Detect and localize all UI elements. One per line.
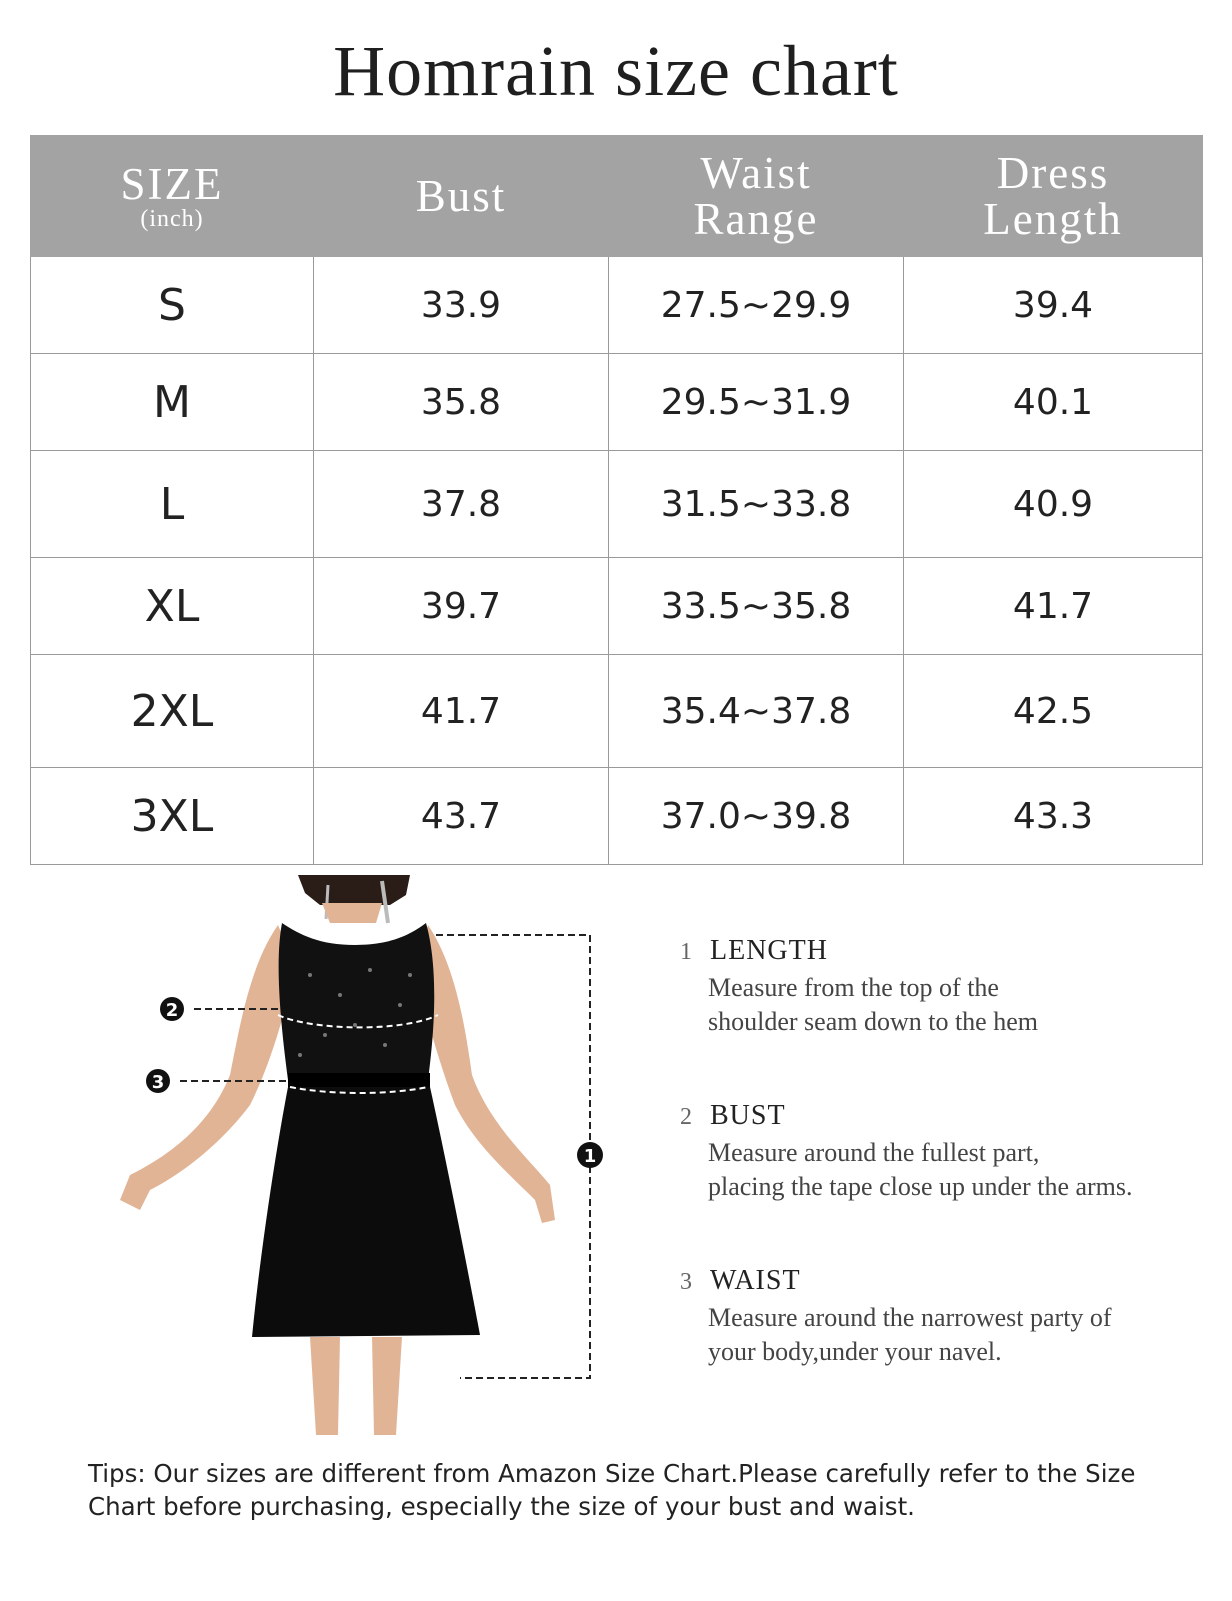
- bust-cell: 43.7: [314, 768, 609, 865]
- measure-heading: BUST: [710, 1100, 786, 1131]
- tips-note: Tips: Our sizes are different from Amazon Size Chart.Please carefully refer to the Size Chart before purchasing, especially the size of your bust and waist.: [88, 1459, 1136, 1521]
- waist-cell: 31.5~33.8: [609, 451, 904, 558]
- table-row: [31, 451, 1203, 558]
- bust-cell: 35.8: [314, 354, 609, 451]
- length-marker-number: 1: [583, 1146, 597, 1167]
- bust-marker-number: 2: [165, 1000, 179, 1021]
- dress-bodice: [279, 923, 435, 1080]
- header-size: [31, 136, 314, 257]
- table-row: [31, 768, 1203, 865]
- table-row: [31, 257, 1203, 354]
- page-title: Homrain size chart: [333, 31, 899, 111]
- dress-skirt: [252, 1087, 480, 1337]
- size-cell: XL: [31, 558, 314, 655]
- length-cell: 43.3: [904, 768, 1203, 865]
- length-cell: 39.4: [904, 257, 1203, 354]
- measure-number: 2: [680, 1104, 692, 1130]
- bust-cell: 37.8: [314, 451, 609, 558]
- length-cell: 42.5: [904, 655, 1203, 768]
- waist-cell: 33.5~35.8: [609, 558, 904, 655]
- measure-heading: LENGTH: [710, 935, 828, 966]
- measure-number: 3: [680, 1269, 692, 1295]
- header-waist: [609, 136, 904, 257]
- dress-measurement-figure: [110, 875, 610, 1440]
- waist-cell: 29.5~31.9: [609, 354, 904, 451]
- length-cell: 41.7: [904, 558, 1203, 655]
- size-chart-table: [30, 135, 1203, 865]
- measure-heading: WAIST: [710, 1265, 801, 1296]
- header-length-line1: Dress: [996, 148, 1110, 198]
- model-legs: [310, 1337, 402, 1435]
- size-cell: S: [31, 257, 314, 354]
- measure-description: Measure from the top of the shoulder seam down to the hem: [708, 973, 1038, 1036]
- header-size-label: SIZE: [120, 159, 224, 209]
- waist-cell: 27.5~29.9: [609, 257, 904, 354]
- bust-cell: 41.7: [314, 655, 609, 768]
- length-cell: 40.9: [904, 451, 1203, 558]
- measure-description: Measure around the fullest part, placing the tape close up under the arms.: [708, 1138, 1133, 1201]
- size-cell: L: [31, 451, 314, 558]
- length-cell: 40.1: [904, 354, 1203, 451]
- table-row: [31, 354, 1203, 451]
- model-neck: [322, 903, 382, 923]
- size-cell: 3XL: [31, 768, 314, 865]
- header-waist-line2: Range: [693, 194, 819, 244]
- bust-cell: 33.9: [314, 257, 609, 354]
- header-length-line2: Length: [983, 194, 1123, 244]
- header-waist-line1: Waist: [700, 148, 812, 198]
- size-cell: M: [31, 354, 314, 451]
- waist-cell: 35.4~37.8: [609, 655, 904, 768]
- dress-waistband: [288, 1073, 430, 1089]
- measure-description: Measure around the narrowest party of your body,under your navel.: [708, 1303, 1112, 1366]
- measure-number: 1: [680, 939, 692, 965]
- header-bust: Bust: [314, 136, 609, 257]
- model-left-arm: [120, 925, 295, 1210]
- table-header-row: [31, 136, 1203, 257]
- size-cell: 2XL: [31, 655, 314, 768]
- table-row: [31, 558, 1203, 655]
- bust-cell: 39.7: [314, 558, 609, 655]
- waist-cell: 37.0~39.8: [609, 768, 904, 865]
- table-row: [31, 655, 1203, 768]
- header-size-unit: (inch): [140, 206, 204, 232]
- waist-marker-number: 3: [151, 1072, 165, 1093]
- header-length: [904, 136, 1203, 257]
- model-hair: [298, 875, 410, 905]
